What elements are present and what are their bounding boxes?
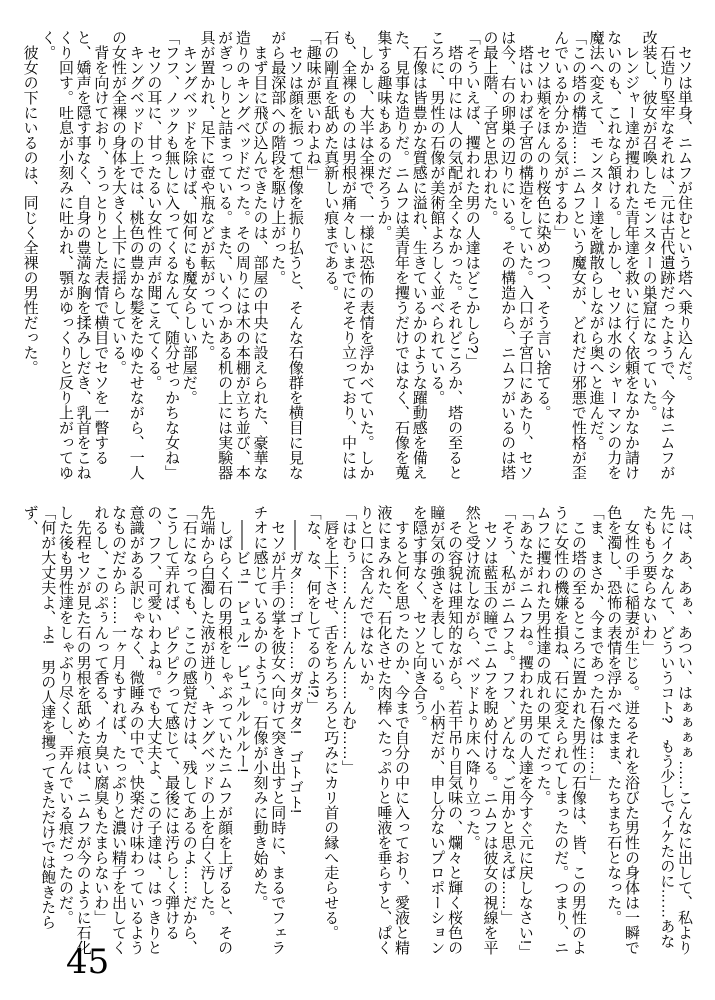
- paragraph: セソは頬をほんのり桜色に染めつつ、そう言い捨てる。: [534, 30, 552, 420]
- paragraph: セソの耳に、甘ったるい女性の声が聞こえてくる。: [145, 30, 163, 390]
- paragraph: まず目に飛び込んできたのは、部屋の中央に設えられた、豪華な造りのキングベッドだった。その周りには木の本棚が立ち並び、本がぎっしりと詰まっている。また、いくつかある机の上には実験器具が置かれ、足下に壺や瓶などが転がっていた。: [198, 30, 269, 480]
- paragraph: 背を向けており、うっとりとした表情で横目でセソを一瞥すると、嬌声を隠す事なく、自身の豊満な胸を揉みしだき、乳首をこねくり回す。吐息が小刻みに吐かれ、顎がゆっくりと反り上がってゆく。: [39, 30, 110, 480]
- paragraph: 女性の手に稲妻が生じる。迸るそれを浴びた男性の身体は一瞬で色を濁し、恐怖の表情を浮かべたまま、たちまち石となった。: [605, 505, 640, 955]
- paragraph: キングベッドの上では、桃色の豊かな髪をたゆたせながら、一人の女性が全裸の身体を大きく上下に揺らしている。: [110, 30, 145, 480]
- paragraph: 唇を上下させ、舌をちろちろと巧みにカリ首の縁へ走らせる。: [322, 505, 340, 940]
- sfx-line: ――ガタ……ゴト……ガタガタ! ゴトゴト!: [286, 505, 304, 814]
- paragraph: セソは藍玉の瞳でニムフを睨め付ける。ニムフは彼女の視線を平然と受け流しながら、ベッドより床へ降り立った。: [463, 505, 499, 955]
- dialogue-line: 「あなたがニムフね。攫われた男の人達を今すぐ元に戻しなさい!」: [516, 505, 534, 960]
- paragraph: 塔の中には人の気配が全くなかった。それどころか、塔の至るところに、男性の石像が美術館よろしく並べられている。: [428, 30, 464, 480]
- dialogue-line: 「何が大丈夫よ、よ! 男の人達を攫ってきただけでは飽きたらず、: [21, 505, 57, 930]
- paragraph: すると何を思ったのか、今まで自分の中に入っており、愛液と精液にまみれた、石化させた肉棒へたっぷりと唾液を垂らすと、ぱくりと口に含んだではないか。: [357, 505, 410, 955]
- paragraph: セソは顔を振って想像を振り払うと、そんな石像群を横目に見ながら最深部への階段を駆け上がった。: [269, 30, 304, 480]
- paragraph: しばらく石の男根をしゃぶっていたニムフが顔を上げると、その先端から白濁した液が迸り、キングベッドの上を白く汚した。: [198, 505, 234, 955]
- dialogue-line: 「はむぅ……ん……んん……んむ……」: [339, 505, 357, 775]
- paragraph: 先程セソが見た石の男根を舐めた痕は、ニムフが今のように石化した後も男性達をしゃぶり尽くし、弄んでいる痕だったのだ。: [56, 505, 92, 955]
- paragraph: 塔はいわば子宮の構造をしていた。入口が子宮口にあたり、セソは今、右の卵巣の辺りにいる。その構造から、ニムフがいるのは塔の最上階、子宮と思われた。: [481, 30, 534, 480]
- dialogue-line: 「フフ、ノックも無しに入ってくるなんて、随分せっかちな女ね」: [163, 30, 181, 480]
- paragraph: セソは単身、ニムフが住むという塔へ乗り込んだ。: [676, 30, 693, 390]
- paragraph: 石造り堅牢なそれは、元は古代遺跡だったようで、今はニムフが改装し、彼女が召喚したモンスターの巣窟になっていた。: [640, 30, 676, 480]
- paragraph: しかし、大半は全裸で、一様に恐怖の表情を浮かべていた。しかも、全裸のものは男根が痛々しいまでにそそり立っており、中には石の剛直を舐めた真新しい痕まである。: [322, 30, 375, 480]
- paragraph: その容貌は理知的ながら、若干吊り目気味の、爛々と輝く桜色の瞳が気の強さを表している。小柄だが、申し分ないプロポーションを隠す事なく、セソと向き合う。: [410, 505, 464, 955]
- dialogue-line: 「この塔の構造……ニムフという魔女が、どれだけ邪悪で性格が歪んでいるか分かる気がするわ」: [552, 30, 587, 480]
- sfx-line: ――ビュ! ビュル! ビュルルルルー!: [233, 505, 251, 773]
- dialogue-line: 「ま、まさか、今まであった石像は……」: [587, 505, 605, 790]
- dialogue-line: 「な、な、何をしてるのよ!?」: [304, 505, 322, 713]
- dialogue-line: 「そういえば、攫われた男の人達はどこかしら?」: [463, 30, 481, 369]
- paragraph: 石像は皆豊かな質感に溢れ、生きているかのような躍動感を備えた、見事な造りだ。ニムフは美青年を攫うだけではなく、石像を蒐集する趣味もあるのだろうか。: [375, 30, 428, 480]
- dialogue-line: 「石になっても、ここの感覚だけは、残してあるのよ……だから、こうして弄れば、ピクピクって感じて、最後には汚らしく弾けるの、フフ、可愛いわよね。でも大丈夫よ、この子達は、はっきりと意識がある訳じゃなく、微睡みの中で、快楽だけ味わっているようなものだから……一ヶ月もすれば、たっぷりと濃い精子を出してくれるし、このぷぅんって香る、イカ臭い腐臭もたまらないわ」: [92, 505, 198, 955]
- paragraph: キングベッドを除けば、如何にも魔女らしい部屋だ。: [180, 30, 198, 405]
- paragraph: この塔の至るところに置かれた男性の石像は、皆、この男性のように女性の機嫌を損ね、石に変えられてしまったのだ。つまり、ニムフに攫われた男性達の成れの果てだった。: [534, 505, 587, 955]
- page-number: 45: [66, 942, 110, 982]
- dialogue-line: 「趣味が悪いわよね」: [304, 30, 322, 180]
- text-block-top: [21, 30, 693, 482]
- text-block-bottom: [21, 505, 693, 960]
- paragraph: セソが片手の掌を彼女へ向けて突き出すと同時に、まるでフェラチオに感じているかのように。石像が小刻みに動き始めた。: [251, 505, 287, 955]
- dialogue-line: 「そう、私がニムフよ。フフ、どんな、ご用かと思えば……」: [499, 505, 517, 925]
- paragraph: 彼女の下にいるのは、同じく全裸の男性だった。: [21, 30, 39, 375]
- dialogue-line: 「は、あ、あぁ、あつい、はぁぁぁぁ……こんなに出して、私より先にイクなんて、どういうコト? もう少しでイケたのに……あなたももう要らないわ」: [640, 505, 693, 955]
- paragraph: レンジャー達が攫われた青年達を救いに行く依頼をなかなか請けないのも、これなら頷ける。しかし、セソは水のシャーマンの力を魔法へ変えて、モンスター達を蹴散らしながら奥へと進んだ。: [587, 30, 640, 480]
